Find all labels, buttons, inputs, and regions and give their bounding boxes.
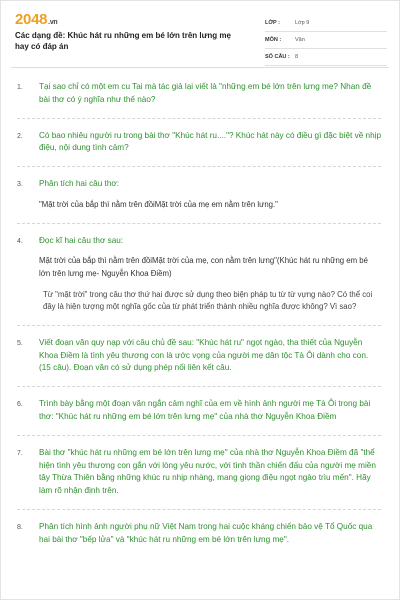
meta-row-count: [265, 49, 387, 66]
question-text: Trình bày bằng một đoạn văn ngắn cảm nghĩ của em về hình ảnh người mẹ Tà Ôi trong bài thơ: "Khúc hát ru những em bé lớn trên lưng mẹ" của nhà thơ Nguyễn Khoa Điềm: [39, 399, 371, 421]
meta-value: Văn: [295, 37, 305, 43]
logo-text: 2048: [15, 11, 48, 28]
meta-value: 8: [295, 54, 299, 60]
meta-label: SỐ CÂU :: [265, 54, 290, 60]
question-text: Viết đoạn văn quy nạp với câu chủ đề sau: "Khúc hát ru" ngọt ngào, tha thiết của Nguyễn Khoa Điềm là tình yêu thương con là ước vọng của người mẹ dân tộc Tà Ôi dành cho con. (15 câu). Đoạn văn có sử dụng phép nối liên kết câu.: [39, 337, 369, 373]
question-number: 4.: [17, 237, 23, 245]
meta-row-subject: [265, 32, 387, 49]
question-separator: [17, 325, 381, 326]
meta-label: LỚP :: [265, 20, 280, 26]
meta-value: Lớp 9: [295, 20, 310, 26]
question-text: Bài thơ "khúc hát ru những em bé lớn trên lưng mẹ" của nhà thơ Nguyễn Khoa Điềm đã "thể hiện tình yêu thương con gắn với lòng yêu nước, với tình thần chiến đấu của người mẹ miền tây Thừa Thiên bằng những khúc ru nhịp nhàng, mang giọng điệu ngọt ngào trìu mến". Hãy làm rõ nhận định trên.: [39, 447, 376, 496]
question-item: [17, 178, 381, 211]
meta-label: MÔN :: [265, 37, 282, 43]
question-subquestion: Từ "mặt trời" trong câu thơ thứ hai được sử dụng theo biện pháp tu từ từ vựng nào? Có thể coi đây là hiện tượng một nghĩa gốc của từ phát triển thành nhiều nghĩa được không? Vì sao?: [43, 289, 373, 312]
question-text: Tại sao chỉ có một em cu Tai mà tác giả lại viết là "những em bé lớn trên lưng mẹ? Nhan đề bài thơ có ý nghĩa như thế nào?: [39, 82, 372, 104]
question-item: [17, 235, 381, 314]
question-separator: [17, 386, 381, 387]
document-title: Các dạng đề: Khúc hát ru những em bé lớn trên lưng mẹ hay có đáp án: [15, 31, 231, 51]
meta-row-grade: [265, 15, 387, 32]
question-item: [17, 337, 381, 375]
question-item: [17, 398, 381, 424]
question-number: 6.: [17, 401, 23, 409]
question-number: 1.: [17, 84, 23, 91]
site-logo[interactable]: [15, 11, 57, 28]
question-separator: [17, 223, 381, 224]
question-item: [17, 521, 381, 547]
question-separator: [17, 509, 381, 510]
question-number: 2.: [17, 132, 23, 140]
worksheet-header: [15, 11, 385, 67]
question-text: Phân tích hai câu thơ:: [39, 179, 120, 189]
question-text: Có bao nhiêu người ru trong bài thơ "Khúc hát ru...."? Khúc hát này có điều gì đặc biệt về nhịp điệu, nội dung tình cảm?: [39, 130, 382, 153]
question-number: 5.: [17, 339, 23, 347]
question-item: [17, 81, 381, 107]
logo-suffix: .vn: [48, 19, 58, 26]
question-quote: "Mặt trời của bắp thì nằm trên đồiMặt trời của mẹ em nằm trên lưng.": [39, 199, 278, 209]
question-number: 7.: [17, 449, 23, 457]
question-separator: [17, 166, 381, 167]
question-separator: [17, 118, 381, 119]
question-item: [17, 130, 381, 156]
header-divider: [11, 67, 389, 68]
question-item: [17, 447, 381, 498]
question-text: Phân tích hình ảnh người phụ nữ Việt Nam trong hai cuộc kháng chiến bảo vệ Tổ Quốc qua hai bài thơ "bếp lửa" và "khúc hát ru những em bé lớn trên lưng mẹ".: [39, 521, 373, 544]
question-separator: [17, 435, 381, 436]
question-text: Đọc kĩ hai câu thơ sau:: [39, 235, 124, 245]
meta-table: [265, 15, 387, 66]
question-quote: Mặt trời của bắp thì nằm trên đồiMặt trời của mẹ, con nằm trên lưng"(Khúc hát ru những em bé lớn trên lưng mẹ- Nguyễn Khoa Điềm): [39, 256, 368, 278]
question-number: 3.: [17, 181, 23, 189]
question-number: 8.: [17, 523, 23, 531]
question-list: [17, 81, 381, 547]
